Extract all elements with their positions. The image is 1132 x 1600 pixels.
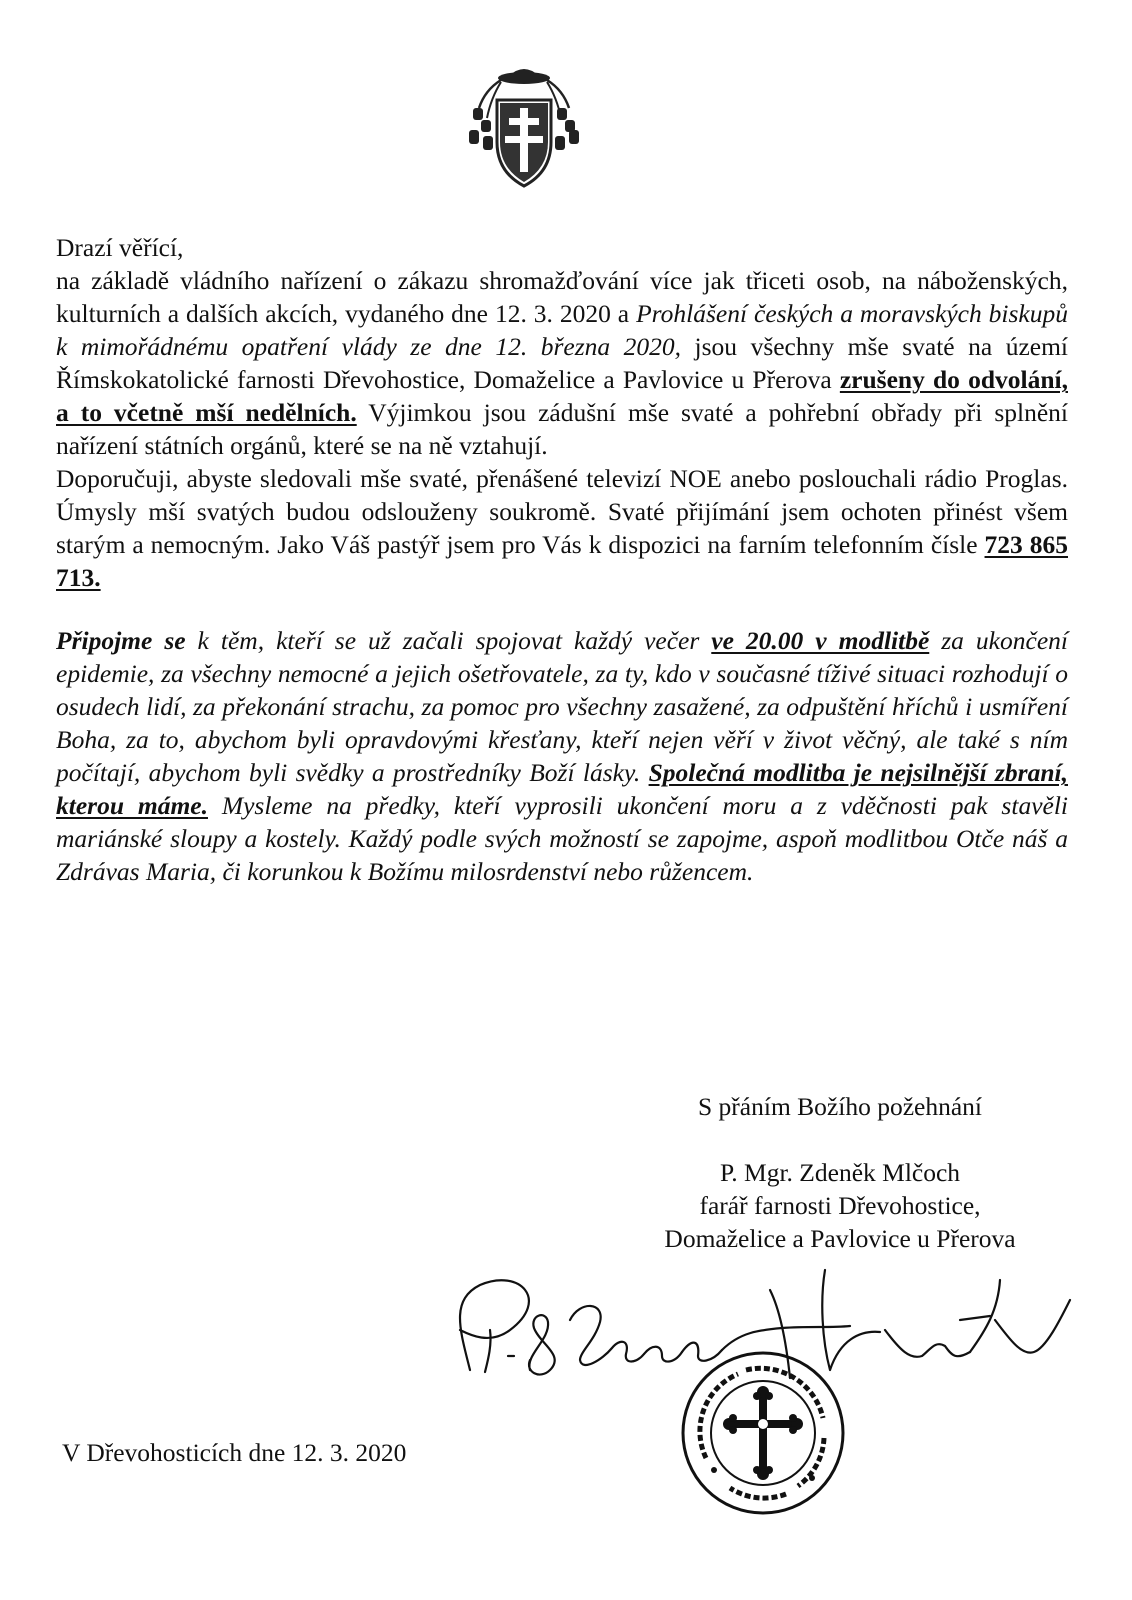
paragraph-gap [56,594,1068,624]
letter-body [56,231,1068,888]
signature-block [600,1156,1080,1255]
p3-opening: Připojme se [56,626,186,655]
place-and-date: V Dřevohosticích dne 12. 3. 2020 [62,1438,407,1467]
p1-text-3: jsou všechny mše svaté na území Římskokatolické farnosti Dřevohostice, Domaželice a Pavlovice u Přerova [56,332,1068,394]
paragraph-recommendation [56,462,1068,594]
coat-of-arms-icon [465,64,583,190]
p3-text-4: za ukončení epidemie, za všechny nemocné a jejich ošetřovatele, za ty, kdo v současné tíživé situaci rozhodují o osudech lidí, za překonání strachu, za pomoc pro všechny zasažené, za odpuštění hříchů i usmíření Boha, za to, abychom byli opravdovými křesťany, kteří nejen věří v život věčný, ale také s ním počítají, abychom byli svědky a prostředníky Boží lásky. [56,626,1068,787]
salutation: Drazí věřící, [56,233,184,262]
p2-text: Doporučuji, abyste sledovali mše svaté, přenášené televizí NOE anebo poslouchali rádio Proglas. Úmysly mší svatých budou odslouženy soukromě. Svaté přijímání jsem ochoten přinést všem starým a nemocným. Jako Váš pastýř jsem pro Vás k dispozici na farním telefonním čísle [56,464,1068,559]
p1-text-1: na základě vládního nařízení o zákazu shromažďování více jak třiceti osob, na náboženských, kulturních a dalších akcích, vydaného dne 12. 3. 2020 a [56,266,1068,328]
prayer-time: ve 20.00 v modlitbě [711,626,930,655]
parish-stamp-icon [678,1348,848,1518]
bishops-declaration-title: Prohlášení českých a moravských biskupů k mimořádnému opatření vlády ze dne 12. března 2020, [56,299,1068,361]
closing-greeting: S přáním Božího požehnání [698,1092,982,1121]
paragraph-prayer [56,624,1068,888]
p3-text-6: Mysleme na předky, kteří vyprosili ukončení moru a z vděčnosti pak stavěli mariánské sloupy a kostely. Každý podle svých možností se zapojme, aspoň modlitbou Otče náš a Zdrávas Maria, či korunkou k Božímu milosrdenství nebo růžencem. [56,791,1068,886]
paragraph-cancellation [56,264,1068,462]
signatory-name: P. Mgr. Zdeněk Mlčoch [719,1158,961,1187]
p3-text-2: k těm, kteří se už začali spojovat každý večer [185,626,712,655]
parish-phone-number: 723 865 713. [56,530,1068,592]
cancellation-notice: zrušeny do odvolání, a to včetně mší nedělních. [56,365,1068,427]
prayer-emphasis: Společná modlitba je nejsilnější zbraní, kterou máme. [56,758,1068,820]
signatory-parish: Domaželice a Pavlovice u Přerova [664,1224,1016,1253]
p1-text-5: Výjimkou jsou zádušní mše svaté a pohřební obřady při splnění nařízení státních orgánů, které se na ně vztahují. [56,398,1068,460]
signatory-role: farář farnosti Dřevohostice, [699,1191,981,1220]
